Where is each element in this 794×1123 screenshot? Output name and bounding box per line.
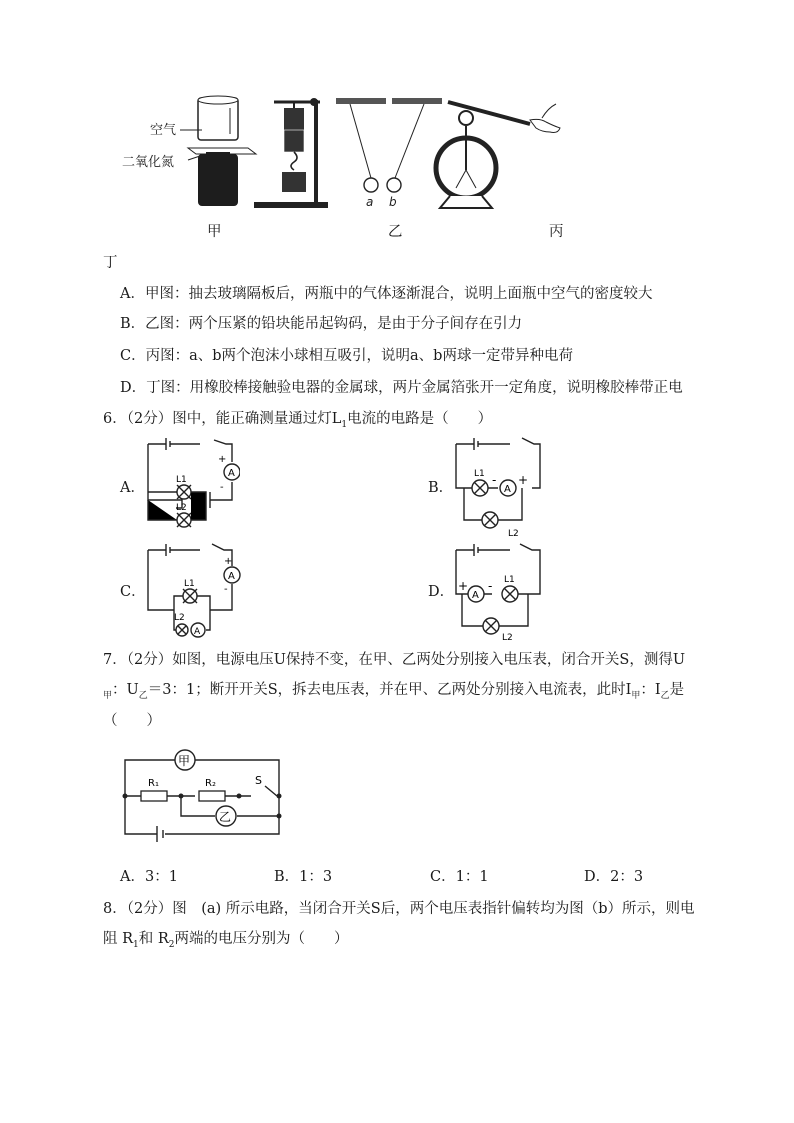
q7-sub-jia: 甲 xyxy=(103,691,113,701)
q5-option-a: A．甲图：抽去玻璃隔板后，两瓶中的气体逐渐混合，说明上面瓶中空气的密度较大 xyxy=(120,286,653,302)
ammeter-symbol: A xyxy=(472,590,479,601)
label-l1: L1 xyxy=(184,579,195,589)
q5-option-b: B．乙图：两个压紧的铅块能吊起钩码，是由于分子间存在引力 xyxy=(120,316,523,332)
q8-text-end: 两端的电压分别为（ ） xyxy=(174,931,349,947)
plus-sign: + xyxy=(218,454,227,465)
label-l2: L2 xyxy=(502,633,513,642)
ammeter-symbol: A xyxy=(228,571,235,582)
minus-sign: - xyxy=(488,579,493,593)
q7-text-mid: ＝3：1；断开开关S，拆去电压表，并在甲、乙两处分别接入电流表，此时I xyxy=(147,682,632,698)
q6-circuit-d xyxy=(452,538,552,642)
label-l1: L1 xyxy=(504,575,515,585)
minus-sign: - xyxy=(224,584,228,595)
resistor-r2-label: R₂ xyxy=(205,778,216,789)
q7-text-u: ：U xyxy=(112,682,139,698)
q7-stem-line1: 7．（2分）如图，电源电压U保持不变，在甲、乙两处分别接入电压表，闭合开关S，测得U xyxy=(103,652,686,668)
q8-sub-2: 2 xyxy=(168,940,175,950)
lead-blocks-illustration xyxy=(254,98,328,208)
ammeter-symbol: A xyxy=(228,468,235,479)
label-l2: L2 xyxy=(174,613,185,623)
label-l1: L1 xyxy=(474,469,485,479)
label-l2: L2 xyxy=(508,529,519,538)
resistor-r1-label: R₁ xyxy=(148,778,159,789)
q6-option-c-label: C． xyxy=(120,584,146,600)
q7-stem-line3: （ ） xyxy=(103,713,161,729)
q6-circuit-b xyxy=(452,432,552,538)
caption-jia: 甲 xyxy=(207,224,222,240)
q5-option-d: D．丁图：用橡胶棒接触验电器的金属球，两片金属箔张开一定角度，说明橡胶棒带正电 xyxy=(120,380,683,396)
label-ball-b: b xyxy=(389,195,397,209)
q8-stem-line2 xyxy=(103,929,349,951)
q8-sub-1: 1 xyxy=(133,940,139,950)
q6-option-a-label: A． xyxy=(120,480,145,496)
q6-circuit-a xyxy=(140,436,240,534)
switch-s-label: S xyxy=(255,774,262,787)
q6-circuit-c xyxy=(140,540,250,640)
minus-sign: - xyxy=(220,482,224,493)
meter-yi-label: 乙 xyxy=(219,810,232,824)
caption-bing: 丙 xyxy=(549,224,564,240)
q6-option-b-label: B． xyxy=(428,480,454,496)
q7-text-i: ：I xyxy=(640,682,661,698)
plus-sign: + xyxy=(224,556,233,567)
q7-sub-yi: 乙 xyxy=(138,691,148,701)
q7-sub-jia-2: 甲 xyxy=(631,691,641,701)
q7-circuit-figure xyxy=(115,742,287,854)
label-l1: L1 xyxy=(176,475,187,485)
gas-bottles-illustration xyxy=(180,96,256,206)
q7-option-d: D．2：3 xyxy=(584,869,644,885)
caption-yi: 乙 xyxy=(388,224,403,240)
label-air: 空气 xyxy=(150,123,177,138)
label-ball-a: a xyxy=(366,195,374,209)
q8-text-and: 和 R xyxy=(138,931,169,947)
caption-ding: 丁 xyxy=(103,255,118,271)
q6-option-d-label: D． xyxy=(428,584,455,600)
q7-option-a: A．3：1 xyxy=(120,869,178,885)
ammeter-symbol: A xyxy=(194,627,201,637)
q6-suffix: 电流的电路是（ ） xyxy=(347,411,493,427)
electroscope-illustration xyxy=(436,102,560,208)
q7-stem-line2 xyxy=(103,680,684,702)
q6-lamp-sub: 1 xyxy=(341,420,348,430)
q7-sub-yi-2: 乙 xyxy=(660,691,670,701)
q8-text-r: 阻 R xyxy=(103,931,134,947)
label-no2: 二氧化氮 xyxy=(122,155,175,170)
q5-option-c: C．丙图：a、b两个泡沫小球相互吸引，说明a、b两球一定带异种电荷 xyxy=(120,348,573,364)
label-l2: L2 xyxy=(176,503,187,513)
q8-stem-line1: 8．（2分）图 (a) 所示电路，当闭合开关S后，两个电压表指针偏转均为图（b）所示，则电 xyxy=(103,901,695,917)
hanging-balls-illustration xyxy=(336,98,442,192)
minus-sign: - xyxy=(492,473,497,487)
ammeter-symbol: A xyxy=(504,484,511,495)
q7-text-end: 是 xyxy=(669,682,685,698)
plus-sign: + xyxy=(518,473,529,487)
q6-lamp: L xyxy=(331,411,342,427)
q5-figure xyxy=(110,90,570,215)
plus-sign: + xyxy=(458,579,469,593)
q7-option-c: C．1：1 xyxy=(430,869,489,885)
meter-jia-label: 甲 xyxy=(178,754,191,768)
q6-stem xyxy=(103,409,492,431)
q6-prefix: 6．（2分）图中，能正确测量通过灯 xyxy=(103,411,332,427)
q7-option-b: B．1：3 xyxy=(274,869,333,885)
